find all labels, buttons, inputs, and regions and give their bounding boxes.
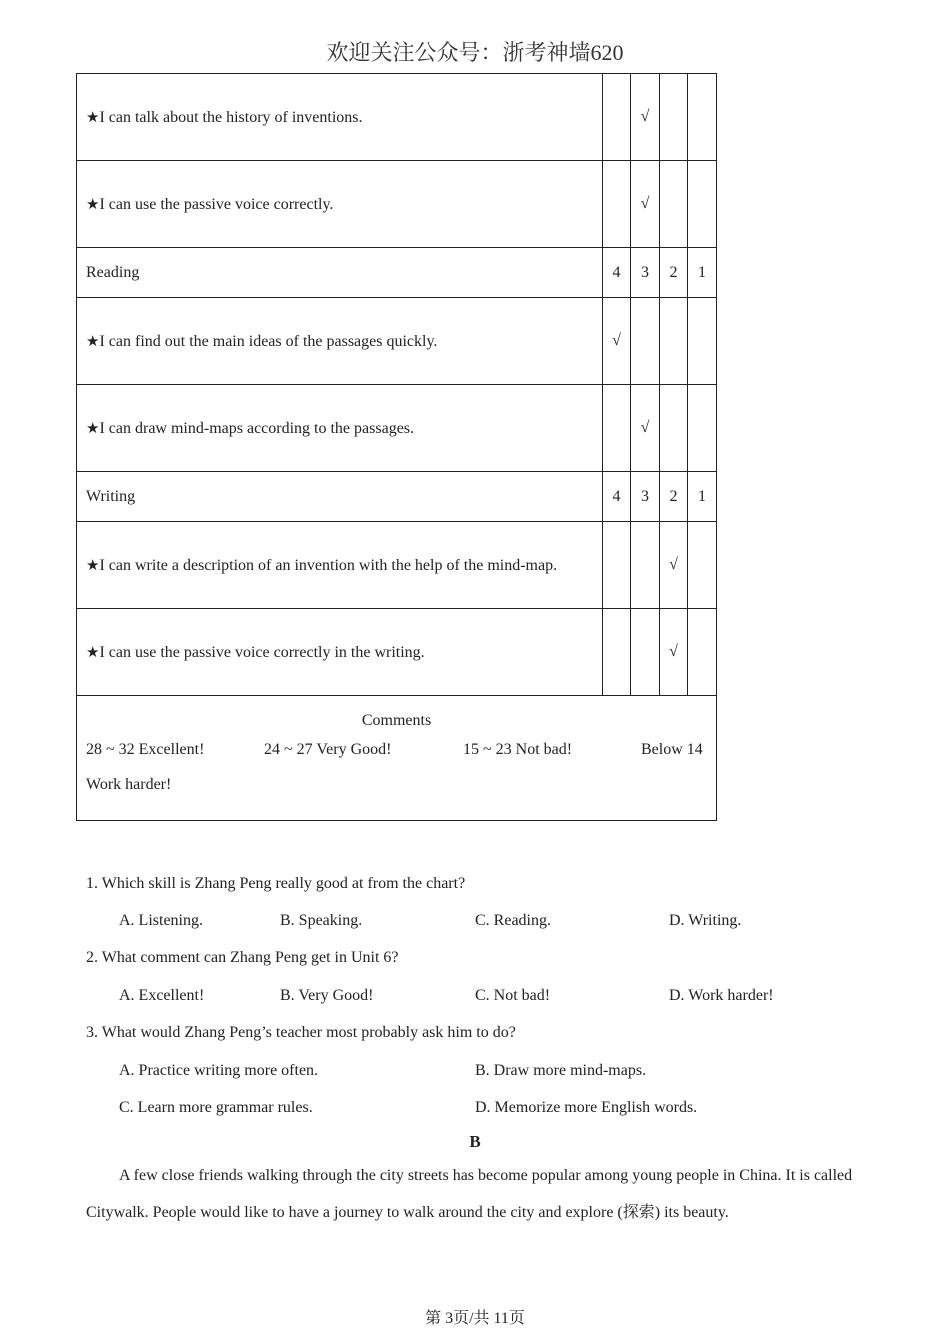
chart-row — [77, 385, 717, 472]
score-cell-1 — [688, 385, 717, 472]
star-icon: ★ — [86, 557, 100, 574]
chart-row — [77, 298, 717, 385]
passage-paragraph: A few close friends walking through the city streets has become popular among young people in China. It is called Citywalk. People would like to have a journey to walk around the city and explore (探索) its beauty. — [86, 1167, 853, 1221]
star-icon: ★ — [86, 420, 100, 437]
chart-row-text: ★I can find out the main ideas of the passages quickly. — [77, 298, 603, 385]
comment-range: Below 14 — [641, 741, 703, 758]
question-stem: 3. What would Zhang Peng’s teacher most probably ask him to do? — [86, 1024, 516, 1041]
star-icon: ★ — [86, 196, 100, 213]
section-heading: B — [469, 1132, 481, 1151]
page-footer: 第 3页/共 11页 — [425, 1310, 525, 1327]
score-cell-4 — [603, 522, 631, 609]
score-cell-4 — [603, 385, 631, 472]
option: C. Reading. — [475, 912, 551, 929]
score-header: 4 — [603, 472, 631, 522]
chart-row-text: ★I can use the passive voice correctly. — [77, 161, 603, 248]
score-cell-2 — [660, 298, 688, 385]
question-stem: 2. What comment can Zhang Peng get in Unit 6? — [86, 949, 399, 966]
score-header: 1 — [688, 472, 717, 522]
question-stem: 1. Which skill is Zhang Peng really good at from the chart? — [86, 875, 466, 892]
option: D. Writing. — [669, 912, 742, 929]
comments-title: Comments — [361, 712, 432, 729]
comment-range: 24 ~ 27 Very Good! — [264, 741, 392, 758]
option: D. Memorize more English words. — [475, 1099, 698, 1116]
score-header: 2 — [660, 472, 688, 522]
option: B. Very Good! — [280, 987, 374, 1004]
chart-section-header — [77, 472, 717, 522]
score-cell-2: √ — [660, 522, 688, 609]
score-cell-1 — [688, 74, 717, 161]
option: D. Work harder! — [669, 987, 774, 1004]
star-icon: ★ — [86, 644, 100, 661]
section-label: Reading — [77, 248, 603, 298]
score-cell-2 — [660, 161, 688, 248]
option: A. Excellent! — [119, 987, 205, 1004]
section-label: Writing — [77, 472, 603, 522]
self-assessment-chart — [76, 73, 717, 821]
chart-row — [77, 609, 717, 696]
score-header: 1 — [688, 248, 717, 298]
chart-row-text: ★I can write a description of an invention with the help of the mind-map. — [77, 522, 603, 609]
score-cell-2 — [660, 385, 688, 472]
score-header: 3 — [631, 248, 660, 298]
option: B. Speaking. — [280, 912, 363, 929]
score-cell-3 — [631, 609, 660, 696]
score-cell-2 — [660, 74, 688, 161]
page-header: 欢迎关注公众号：浙考神墙620 — [326, 40, 624, 65]
score-cell-1 — [688, 609, 717, 696]
score-cell-4 — [603, 74, 631, 161]
score-cell-3: √ — [631, 385, 660, 472]
score-header: 4 — [603, 248, 631, 298]
score-cell-1 — [688, 522, 717, 609]
comments-ranges — [77, 741, 716, 778]
chart-row-text: ★I can talk about the history of inventions. — [77, 74, 603, 161]
chart-row-text: ★I can draw mind-maps according to the passages. — [77, 385, 603, 472]
score-cell-3: √ — [631, 74, 660, 161]
score-header: 2 — [660, 248, 688, 298]
score-cell-3: √ — [631, 161, 660, 248]
chart-row — [77, 522, 717, 609]
chart-row — [77, 161, 717, 248]
score-cell-2: √ — [660, 609, 688, 696]
comment-range: 28 ~ 32 Excellent! — [86, 741, 205, 758]
option: C. Not bad! — [475, 987, 551, 1004]
star-icon: ★ — [86, 333, 100, 350]
chart-row-text: ★I can use the passive voice correctly in the writing. — [77, 609, 603, 696]
score-cell-3 — [631, 298, 660, 385]
comments-row — [77, 696, 717, 821]
chart-row — [77, 74, 717, 161]
option: C. Learn more grammar rules. — [119, 1099, 313, 1116]
comment-range-continued: Work harder! — [86, 776, 172, 793]
score-cell-4: √ — [603, 298, 631, 385]
comments-cell — [77, 696, 717, 821]
option: B. Draw more mind-maps. — [475, 1062, 647, 1079]
chart-section-header — [77, 248, 717, 298]
score-header: 3 — [631, 472, 660, 522]
score-cell-4 — [603, 161, 631, 248]
score-cell-3 — [631, 522, 660, 609]
comment-range: 15 ~ 23 Not bad! — [463, 741, 573, 758]
score-cell-4 — [603, 609, 631, 696]
score-cell-1 — [688, 161, 717, 248]
option: A. Practice writing more often. — [119, 1062, 319, 1079]
option: A. Listening. — [119, 912, 203, 929]
star-icon: ★ — [86, 109, 100, 126]
score-cell-1 — [688, 298, 717, 385]
